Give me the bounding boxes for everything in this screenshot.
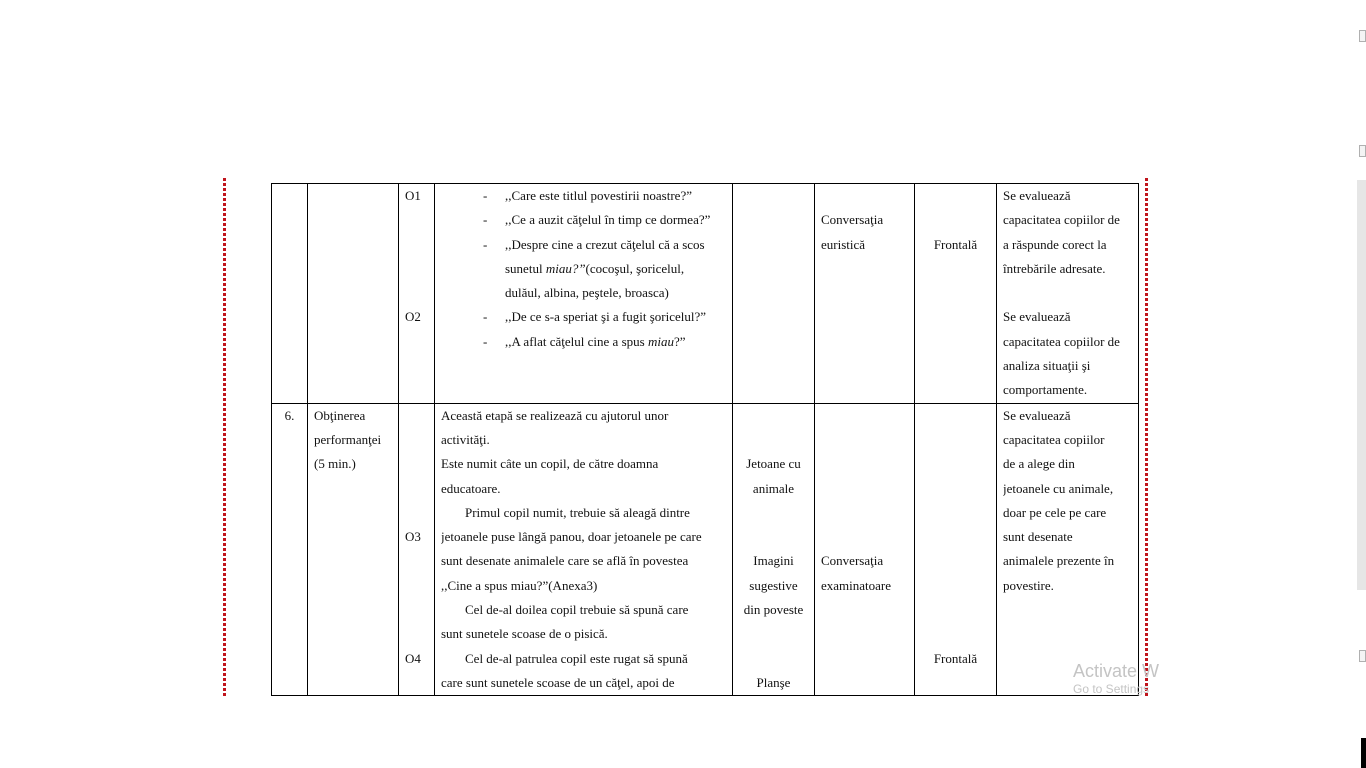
cell-objectives: [399, 403, 435, 696]
content-line: [441, 574, 726, 598]
page-margin-left: [223, 178, 226, 698]
resource-line: [739, 622, 808, 646]
content-text: miau: [647, 333, 674, 349]
resource-line: animale: [752, 480, 795, 496]
stage-line: performanţei: [314, 431, 382, 447]
content-line: [441, 404, 726, 428]
bullet-dash: -: [483, 333, 488, 349]
cell-evaluation: [997, 184, 1139, 404]
content-text: Cel de-al doilea copil trebuie să spună care: [465, 602, 689, 618]
evaluation-line: capacitatea copiilor de: [1003, 212, 1120, 228]
form-line: [921, 184, 990, 208]
form-line: [921, 452, 990, 476]
form-line: [921, 622, 990, 646]
form-line: [921, 525, 990, 549]
objective-label: [405, 501, 428, 525]
scroll-up-button[interactable]: [1359, 30, 1366, 42]
objective-label: [405, 233, 428, 257]
question-item: [441, 330, 726, 354]
content-text: activităţi.: [441, 431, 490, 447]
content-text: sunetul: [505, 260, 546, 276]
method-line: [821, 184, 908, 208]
method-line: [821, 404, 908, 428]
content-text: dulăul, albina, peştele, broasca): [505, 285, 669, 301]
content-text: ,,Cine a spus miau?”(Anexa3): [441, 577, 598, 593]
cell-organization-form: [915, 403, 997, 696]
resource-line: [739, 428, 808, 452]
objective-label: [405, 598, 428, 622]
content-line: [441, 452, 726, 476]
cell-content: [435, 184, 733, 404]
objective-label: [405, 404, 428, 428]
content-text: ,,A aflat căţelul cine a spus: [505, 333, 648, 349]
content-text: miau?”: [545, 260, 586, 276]
form-line: [921, 574, 990, 598]
content-line: [441, 525, 726, 549]
evaluation-line: de a alege din: [1003, 456, 1075, 472]
objective-label: O3: [405, 529, 421, 545]
content-text: ,,De ce s-a speriat şi a fugit şoricelul?”: [505, 309, 707, 325]
form-line: [921, 208, 990, 232]
content-text: educatoare.: [441, 480, 501, 496]
objective-label: [405, 208, 428, 232]
scroll-corner: [1361, 738, 1366, 768]
content-text: Această etapă se realizează cu ajutorul unor: [441, 407, 669, 423]
resource-line: Jetoane cu: [746, 456, 801, 472]
objective-label: O1: [405, 188, 421, 203]
resource-line: [739, 404, 808, 428]
content-line: [441, 598, 726, 622]
objective-label: [405, 622, 428, 646]
scroll-page-up-button[interactable]: [1359, 145, 1366, 157]
content-text: sunt sunetele scoase de o pisică.: [441, 626, 608, 642]
evaluation-line: doar pe cele pe care: [1003, 504, 1107, 520]
question-item: [441, 184, 726, 208]
cell-number: [272, 403, 308, 696]
content-line: [441, 501, 726, 525]
form-line: [921, 501, 990, 525]
content-text: care sunt sunetele scoase de un căţel, apoi de: [441, 674, 675, 690]
content-line: [441, 671, 726, 695]
method-line: [821, 501, 908, 525]
cell-resources: [733, 184, 815, 404]
method-line: Conversaţia: [821, 212, 884, 228]
bullet-dash: -: [483, 309, 488, 325]
content-text: ,,Care este titlul povestirii noastre?”: [505, 188, 692, 203]
objective-label: [405, 257, 428, 281]
form-line: [921, 404, 990, 428]
evaluation-line: Se evaluează: [1003, 407, 1071, 423]
watermark-line-2: Go to Settings: [1073, 682, 1150, 696]
method-line: [821, 428, 908, 452]
cell-stage: [308, 403, 399, 696]
question-item: [441, 305, 726, 329]
cell-methods: [815, 184, 915, 404]
content-text: ?”: [673, 333, 686, 349]
resource-line: sugestive: [749, 577, 798, 593]
question-item: [441, 233, 726, 257]
evaluation-line: capacitatea copiilor: [1003, 431, 1105, 447]
watermark-line-1: Activate W: [1073, 661, 1160, 681]
resource-line: Imagini: [753, 553, 794, 569]
objective-label: O4: [405, 650, 421, 666]
objective-label: [405, 671, 428, 695]
row-number: [278, 184, 301, 208]
resource-line: [739, 647, 808, 671]
page-margin-right: [1145, 178, 1148, 698]
content-text: Cel de-al patrulea copil este rugat să spună: [465, 650, 688, 666]
evaluation-line: [1003, 281, 1132, 305]
cell-objectives: [399, 184, 435, 404]
resource-line: [739, 501, 808, 525]
form-line: Frontală: [933, 236, 978, 252]
method-line: examinatoare: [821, 577, 892, 593]
scroll-track-shade: [1357, 180, 1366, 590]
cell-organization-form: [915, 184, 997, 404]
method-line: euristică: [821, 236, 866, 252]
evaluation-line: sunt desenate: [1003, 529, 1073, 545]
cell-methods: [815, 403, 915, 696]
cell-number: [272, 184, 308, 404]
content-text: (cocoşul, şoricelul,: [585, 260, 685, 276]
evaluation-line: Se evaluează: [1003, 188, 1071, 203]
scroll-page-down-button[interactable]: [1359, 650, 1366, 662]
objective-label: [405, 574, 428, 598]
form-line: [921, 549, 990, 573]
content-text: ,,Ce a auzit căţelul în timp ce dormea?”: [505, 212, 711, 228]
content-text: sunt desenate animalele care se află în povestea: [441, 553, 689, 569]
stage-line: (5 min.): [314, 456, 356, 472]
content-text: Este numit câte un copil, de către doamna: [441, 456, 659, 472]
evaluation-line: a răspunde corect la: [1003, 236, 1107, 252]
evaluation-line: comportamente.: [1003, 382, 1088, 398]
question-item: [441, 208, 726, 232]
cell-content: [435, 403, 733, 696]
bullet-dash: -: [483, 188, 488, 203]
method-line: Conversaţia: [821, 553, 884, 569]
cell-evaluation: [997, 403, 1139, 696]
content-text: ,,Despre cine a crezut căţelul că a scos: [505, 236, 705, 252]
content-line: [441, 477, 726, 501]
resource-line: [739, 525, 808, 549]
objective-label: [405, 452, 428, 476]
objective-label: [405, 549, 428, 573]
evaluation-line: Se evaluează: [1003, 309, 1071, 325]
objective-label: O2: [405, 309, 421, 325]
table-row: [272, 403, 1139, 696]
objective-label: [405, 330, 428, 354]
resource-line: Planşe: [756, 674, 791, 690]
content-line: [441, 281, 726, 305]
objective-label: [405, 281, 428, 305]
stage-line: Obţinerea: [314, 407, 366, 423]
evaluation-line: animalele prezente în: [1003, 553, 1115, 569]
method-line: [821, 477, 908, 501]
content-line: [441, 428, 726, 452]
evaluation-line: întrebările adresate.: [1003, 260, 1106, 276]
activation-watermark: [1073, 660, 1165, 696]
objective-label: [405, 428, 428, 452]
evaluation-line: jetoanele cu animale,: [1003, 480, 1114, 496]
content-line: [441, 257, 726, 281]
row-number: 6.: [284, 407, 295, 423]
bullet-dash: -: [483, 236, 488, 252]
evaluation-line: analiza situaţii şi: [1003, 358, 1091, 374]
objective-label: [405, 477, 428, 501]
lesson-plan-table: [271, 183, 1139, 696]
cell-stage: [308, 184, 399, 404]
content-line: [441, 549, 726, 573]
content-line: [441, 622, 726, 646]
method-line: [821, 452, 908, 476]
form-line: [921, 477, 990, 501]
evaluation-line: capacitatea copiilor de: [1003, 333, 1120, 349]
method-line: [821, 525, 908, 549]
form-line: Frontală: [933, 650, 978, 666]
content-text: Primul copil numit, trebuie să aleagă dintre: [465, 504, 690, 520]
content-text: jetoanele puse lângă panou, doar jetoanele pe care: [441, 529, 702, 545]
evaluation-line: povestire.: [1003, 577, 1054, 593]
form-line: [921, 598, 990, 622]
bullet-dash: -: [483, 212, 488, 228]
resource-line: din poveste: [743, 602, 804, 618]
form-line: [921, 428, 990, 452]
content-line: [441, 647, 726, 671]
table-row: [272, 184, 1139, 404]
cell-resources: [733, 403, 815, 696]
